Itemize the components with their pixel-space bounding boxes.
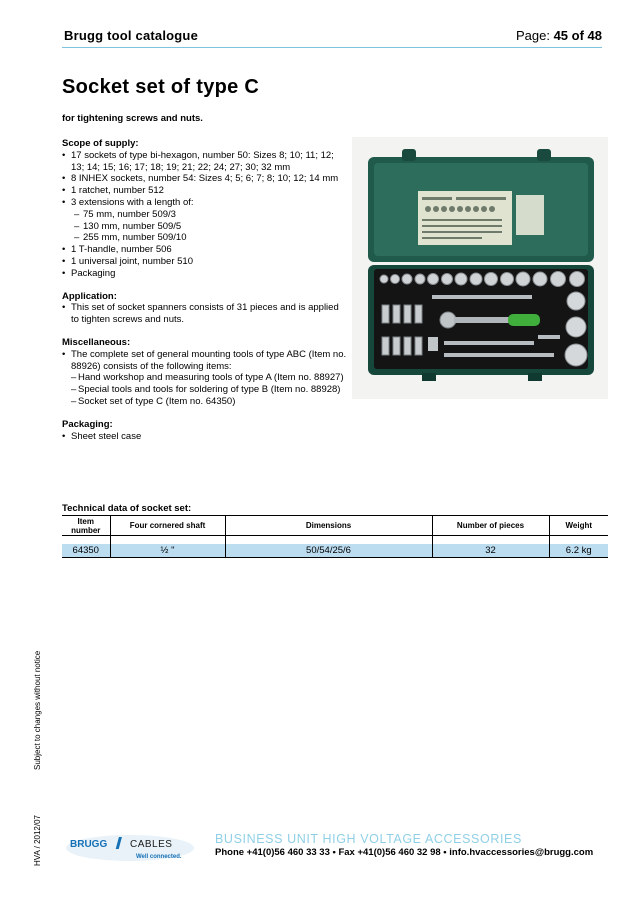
page-number: 45 of 48	[553, 28, 602, 43]
packaging-section	[62, 419, 347, 443]
case-clasp	[528, 373, 542, 381]
sub-list-item: – Socket set of type C (Item no. 64350)	[62, 396, 347, 408]
spacer-row	[62, 536, 608, 545]
list-item: • 1 T-handle, number 506	[62, 244, 347, 256]
socket-set-photo	[352, 137, 608, 399]
list-item: • 1 universal joint, number 510	[62, 256, 347, 268]
table-cell: 6.2 kg	[549, 544, 608, 558]
extension-bar	[444, 353, 554, 357]
ratchet-shaft	[454, 317, 510, 323]
section-heading: Scope of supply:	[62, 138, 139, 149]
list-item: • 17 sockets of type bi-hexagon, number 50: Sizes 8; 10; 11; 12; 13; 14; 15; 16; 17; 18; 19; 21; 22; 24; 27; 30; 32 mm	[62, 150, 347, 174]
socket-set-illustration	[352, 137, 608, 399]
t-handle	[432, 295, 532, 299]
list-item: • Packaging	[62, 268, 347, 280]
sub-list-item: – Special tools and tools for soldering of type B (Item no. 88928)	[62, 384, 347, 396]
lid-chart	[516, 195, 544, 235]
list-item: • The complete set of general mounting tools of type ABC (Item no. 88926) consists of the following items:	[62, 349, 347, 373]
extension-bar	[444, 341, 534, 345]
business-unit: BUSINESS UNIT HIGH VOLTAGE ACCESSORIES	[215, 832, 522, 846]
extension-bar	[538, 335, 560, 339]
tech-heading: Technical data of socket set:	[62, 503, 192, 514]
case-hinge	[537, 149, 551, 161]
catalogue-title: Brugg tool catalogue	[64, 28, 198, 43]
column-header: Weight	[549, 516, 608, 536]
sub-list-item: – 255 mm, number 509/10	[62, 232, 347, 244]
case-hinge	[402, 149, 416, 161]
table-header-row	[62, 516, 608, 536]
logo-cables: CABLES	[130, 839, 173, 850]
case-clasp	[422, 373, 436, 381]
list-item: • Sheet steel case	[62, 431, 347, 443]
page-label: Page:	[515, 28, 554, 43]
logo-tagline: Well connected.	[136, 854, 182, 860]
sub-list-item: – 75 mm, number 509/3	[62, 209, 347, 221]
list-item: • 1 ratchet, number 512	[62, 185, 347, 197]
ratchet-head	[440, 312, 456, 328]
section-heading: Application:	[62, 290, 117, 302]
application-section	[62, 291, 347, 326]
ratchet-grip	[508, 314, 540, 326]
page-title: Socket set of type C	[62, 76, 260, 98]
logo-brugg: BRUGG	[70, 839, 108, 850]
contact-line: Phone +41(0)56 460 33 33 • Fax +41(0)56 460 32 98 • info.hvaccessories@brugg.com	[215, 847, 594, 858]
table-cell: 50/54/25/6	[225, 544, 432, 558]
scope-section	[62, 138, 347, 280]
table-cell: 32	[432, 544, 549, 558]
section-heading: Packaging:	[62, 418, 113, 430]
section-heading: Miscellaneous:	[62, 336, 131, 348]
list-item: • This set of socket spanners consists of 31 pieces and is applied to tighten screws and nuts.	[62, 302, 347, 326]
sub-list-item: – 130 mm, number 509/5	[62, 221, 347, 233]
table-row	[62, 544, 608, 558]
column-header: Number of pieces	[432, 516, 549, 536]
list-item: • 3 extensions with a length of:	[62, 197, 347, 209]
table-cell: ½ "	[110, 544, 225, 558]
brugg-cables-logo	[64, 833, 196, 863]
technical-data-table	[62, 515, 608, 558]
table-cell: 64350	[62, 544, 110, 558]
list-item: • 8 INHEX sockets, number 54: Sizes 4; 5; 6; 7; 8; 10; 12; 14 mm	[62, 173, 347, 185]
sub-list-item: – Hand workshop and measuring tools of type A (Item no. 88927)	[62, 372, 347, 384]
page-indicator	[516, 28, 602, 43]
universal-joint	[428, 337, 438, 351]
misc-section	[62, 337, 347, 408]
revision-code-vertical: HVA / 2012/07	[33, 815, 42, 866]
notice-vertical: Subject to changes without notice	[33, 650, 42, 770]
column-header: Four cornered shaft	[110, 516, 225, 536]
header-divider	[62, 47, 602, 48]
column-header: Dimensions	[225, 516, 432, 536]
column-header: Item number	[62, 516, 110, 536]
description-body	[62, 138, 347, 453]
large-sockets	[565, 292, 587, 366]
page-subtitle: for tightening screws and nuts.	[62, 113, 203, 124]
